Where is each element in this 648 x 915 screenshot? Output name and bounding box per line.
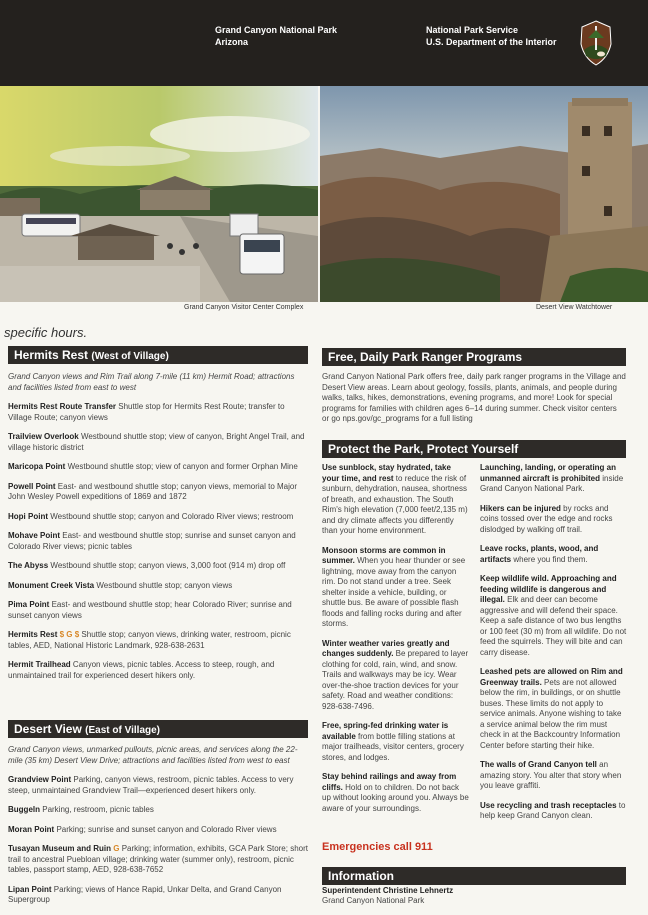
safety-tip-text: an amazing story. You alter that story when you leave graffiti. bbox=[480, 760, 622, 790]
amenity-marks: $ G $ bbox=[59, 630, 80, 639]
attraction-entry bbox=[8, 581, 310, 592]
hermits-rest-title: Hermits Rest bbox=[14, 348, 89, 362]
attraction-description: East- and westbound shuttle stop; sunrise and sunset canyon and Colorado River views; picnic tables bbox=[8, 531, 296, 551]
information-park: Grand Canyon National Park bbox=[322, 896, 425, 905]
protect-right-column bbox=[480, 463, 628, 831]
amenity-marks: G bbox=[113, 844, 120, 853]
attraction-entry bbox=[8, 660, 310, 681]
attraction-entry bbox=[8, 630, 310, 651]
safety-tip-text: Hold on to children. Do not back up without looking around you. Always be aware of your surroundings. bbox=[322, 782, 469, 813]
safety-tip-heading: Free, spring-fed drinking water is available bbox=[322, 721, 449, 741]
attraction-entry bbox=[8, 462, 310, 473]
attraction-description: Parking, canyon views, restroom, picnic tables. Access to very steep, unmaintained Grandview Trail—experienced desert hikers only. bbox=[8, 775, 294, 795]
safety-tip bbox=[480, 504, 628, 536]
attraction-name: Trailview Overlook bbox=[8, 432, 79, 441]
attraction-description: Westbound shuttle stop; canyon views bbox=[96, 580, 233, 590]
hermits-rest-intro: Grand Canyon views and Rim Trail along 7-mile (11 km) Hermit Road; attractions and facilities listed from east to west bbox=[8, 372, 295, 392]
safety-tip-text: Be prepared to layer clothing for cold, rain, wind, and snow. Trails and walkways may be icy. Wear over-the-shoe traction devices for your safety. Road and weather conditions: 928-638-7496. bbox=[322, 649, 469, 711]
safety-tip-text: from bottle filling stations at major trailheads, visitor centers, grocery stores, and lodges. bbox=[322, 731, 464, 762]
header-banner bbox=[0, 0, 648, 86]
department-name: U.S. Department of the Interior bbox=[426, 37, 557, 47]
attraction-entry bbox=[8, 600, 310, 621]
superintendent-name: Superintendent Christine Lehnertz bbox=[322, 886, 454, 895]
attraction-description: East- and westbound shuttle stop; canyon views, memorial to Major John Wesley Powell expeditions of 1869 and 1872 bbox=[8, 481, 298, 501]
visitor-center-photo bbox=[0, 86, 318, 302]
safety-tip-heading: Use sunblock, stay hydrated, take your time, and rest bbox=[322, 463, 451, 483]
safety-tip bbox=[322, 463, 470, 537]
safety-tip-text: to help keep Grand Canyon clean. bbox=[480, 800, 626, 820]
attraction-name: Grandview Point bbox=[8, 775, 72, 784]
safety-tip-text: inside Grand Canyon National Park. bbox=[480, 473, 624, 493]
safety-tip bbox=[480, 760, 628, 792]
attraction-name: Hermits Rest Route Transfer bbox=[8, 402, 117, 411]
attraction-name: Tusayan Museum and Ruin bbox=[8, 844, 111, 853]
attraction-name: Buggeln bbox=[8, 805, 40, 814]
safety-tip-text: by rocks and coins tossed over the edge and rocks dislodged by walking off trail. bbox=[480, 503, 613, 534]
attraction-entry bbox=[8, 512, 310, 523]
attraction-entry bbox=[8, 561, 310, 572]
protect-header bbox=[322, 440, 626, 458]
attraction-description: Westbound shuttle stop; view of canyon, Bright Angel Trail, and village historic district bbox=[8, 432, 305, 452]
specific-hours-text: specific hours. bbox=[4, 325, 88, 340]
attraction-entry bbox=[8, 482, 310, 503]
nps-arrowhead-icon bbox=[580, 20, 612, 66]
attraction-entry bbox=[8, 531, 310, 552]
attraction-entry bbox=[8, 885, 310, 906]
attraction-description: Shuttle stop; canyon views, drinking water, restroom, picnic tables, AED, National Historic Landmark, 928-638-2631 bbox=[8, 630, 291, 650]
attraction-name: Hermits Rest bbox=[8, 630, 58, 639]
safety-tip bbox=[322, 721, 470, 763]
safety-tip bbox=[322, 546, 470, 630]
attraction-entry bbox=[8, 805, 310, 816]
park-state: Arizona bbox=[215, 37, 249, 47]
desert-view-subtitle: (East of Village) bbox=[85, 725, 161, 736]
safety-tip bbox=[480, 574, 628, 658]
attraction-entry bbox=[8, 844, 310, 876]
attraction-name: Moran Point bbox=[8, 824, 55, 834]
attraction-description: Canyon views, picnic tables. Access to steep, rough, and unmaintained trail for experienced desert hikers only. bbox=[8, 660, 275, 680]
emergencies-text: Emergencies call 911 bbox=[322, 841, 433, 853]
attraction-name: Lipan Point bbox=[8, 884, 52, 894]
safety-tip-text: Elk and deer can become aggressive and will defend their space. Keep a safe distance of two bus lengths or 100 feet (30 m) from all wildlife. Do not feed the squirrels. They will bite and can carry disease. bbox=[480, 595, 627, 657]
attraction-name: Mohave Point bbox=[8, 531, 61, 540]
photo-caption-right: Desert View Watchtower bbox=[536, 304, 613, 311]
ranger-programs-header bbox=[322, 348, 626, 366]
park-name: Grand Canyon National Park bbox=[215, 25, 338, 35]
attraction-name: Pima Point bbox=[8, 600, 50, 609]
safety-tip bbox=[480, 463, 628, 495]
safety-tip-text: to reduce the risk of sunburn, dehydration, nausea, shortness of breath, and exhaustion. The South Rim's high elevation (7,000 feet/2,135 m) and dry climate affects you differently than your home environment. bbox=[322, 473, 468, 535]
attraction-description: Parking; views of Hance Rapid, Unkar Delta, and Grand Canyon Supergroup bbox=[8, 884, 282, 904]
attraction-description: Westbound shuttle stop; canyon and Colorado River views; restroom bbox=[50, 511, 294, 521]
attraction-description: East- and westbound shuttle stop; hear Colorado River; sunrise and sunset canyon views bbox=[8, 600, 292, 620]
attraction-description: Shuttle stop for Hermits Rest Route; transfer to Village Route; canyon views bbox=[8, 402, 285, 422]
safety-tip-text: Pets are not allowed below the rim, in buildings, or on shuttle buses. These limits do not apply to service animals. Anyone wishing to take a service animal below the rim must check in at the Backcountry Information Center before starting their hike. bbox=[480, 677, 622, 750]
safety-tip-heading: Stay behind railings and away from cliffs. bbox=[322, 772, 457, 792]
agency-heading bbox=[426, 24, 557, 48]
ranger-programs-title: Free, Daily Park Ranger Programs bbox=[328, 350, 523, 364]
attraction-entry bbox=[8, 402, 310, 423]
attraction-description: Parking, restroom, picnic tables bbox=[42, 805, 154, 814]
protect-left-column bbox=[322, 463, 470, 823]
safety-tip-heading: Winter weather varies greatly and changes suddenly. bbox=[322, 638, 450, 658]
desert-view-list bbox=[8, 745, 310, 915]
hermits-rest-header bbox=[8, 346, 308, 364]
attraction-description: Westbound shuttle stop; view of canyon and former Orphan Mine bbox=[67, 462, 298, 471]
attraction-description: Parking; sunrise and sunset canyon and Colorado River views bbox=[56, 824, 277, 834]
attraction-name: Monument Creek Vista bbox=[8, 580, 95, 590]
attraction-description: Parking; information, exhibits, GCA Park Store; short trail to ancestral Puebloan village; drinking water (summer only), restroom, picnic tables, passport stamp, AED, 928-638-7652 bbox=[8, 844, 308, 874]
attraction-entry bbox=[8, 775, 310, 796]
desert-view-header bbox=[8, 720, 308, 738]
protect-title: Protect the Park, Protect Yourself bbox=[328, 442, 519, 456]
attraction-name: Powell Point bbox=[8, 481, 56, 491]
safety-tip-heading: Use recycling and trash receptacles bbox=[480, 800, 617, 810]
desert-view-intro: Grand Canyon views, unmarked pullouts, picnic areas, and services along the 22-mile (35 km) Desert View Drive; attractions and facilities listed from west to east bbox=[8, 745, 298, 765]
agency-name: National Park Service bbox=[426, 25, 519, 35]
safety-tip bbox=[480, 667, 628, 751]
safety-tip bbox=[322, 772, 470, 814]
safety-tip-heading: Monsoon storms are common in summer. bbox=[322, 545, 446, 565]
photo-caption-left: Grand Canyon Visitor Center Complex bbox=[184, 304, 304, 311]
attraction-name: The Abyss bbox=[8, 561, 49, 570]
safety-tip-text: When you hear thunder or see lightning, move away from the canyon rim. Do not stand under a tree. Seek shelter inside a vehicle, building, or shuttle bus. Be aware of possible flash floods and falling rocks during and after storms. bbox=[322, 556, 466, 628]
desert-view-title: Desert View bbox=[14, 722, 82, 736]
safety-tip-text: where you find them. bbox=[511, 554, 588, 564]
safety-tip-heading: Leashed pets are allowed on Rim and Greenway trails. bbox=[480, 667, 623, 687]
safety-tip-heading: Keep wildlife wild. Approaching and feeding wildlife is dangerous and illegal. bbox=[480, 574, 617, 604]
park-heading bbox=[215, 24, 337, 48]
information-header bbox=[322, 867, 626, 885]
attraction-name: Hopi Point bbox=[8, 511, 48, 521]
attraction-entry bbox=[8, 825, 310, 836]
attraction-name: Maricopa Point bbox=[8, 462, 66, 471]
safety-tip-heading: Hikers can be injured bbox=[480, 503, 561, 513]
attraction-description: Westbound shuttle stop; canyon views, 3,000 foot (914 m) drop off bbox=[50, 561, 286, 570]
information-title: Information bbox=[328, 869, 394, 883]
safety-tip bbox=[480, 801, 628, 822]
hermits-rest-subtitle: (West of Village) bbox=[91, 351, 169, 362]
safety-tip bbox=[322, 639, 470, 713]
safety-tip-heading: The walls of Grand Canyon tell bbox=[480, 760, 597, 769]
attraction-entry bbox=[8, 432, 310, 453]
hermits-rest-list bbox=[8, 372, 310, 690]
safety-tip-heading: Leave rocks, plants, wood, and artifacts bbox=[480, 544, 599, 564]
information-text bbox=[322, 886, 453, 906]
attraction-name: Hermit Trailhead bbox=[8, 660, 71, 669]
watchtower-photo bbox=[320, 86, 648, 302]
ranger-programs-text: Grand Canyon National Park offers free, daily park ranger programs in the Village and Desert View areas. Learn about geology, fossils, plants, animals, and people during walks, talks, hikes, demonstrations, evening programs, and more! Look for special programs for families with children ages 6–14 during summer. Check visitor centers or go nps.gov/gc_programs for a full listing bbox=[322, 372, 626, 423]
safety-tip bbox=[480, 544, 628, 565]
safety-tip-heading: Launching, landing, or operating an unmanned aircraft is prohibited bbox=[480, 463, 616, 483]
